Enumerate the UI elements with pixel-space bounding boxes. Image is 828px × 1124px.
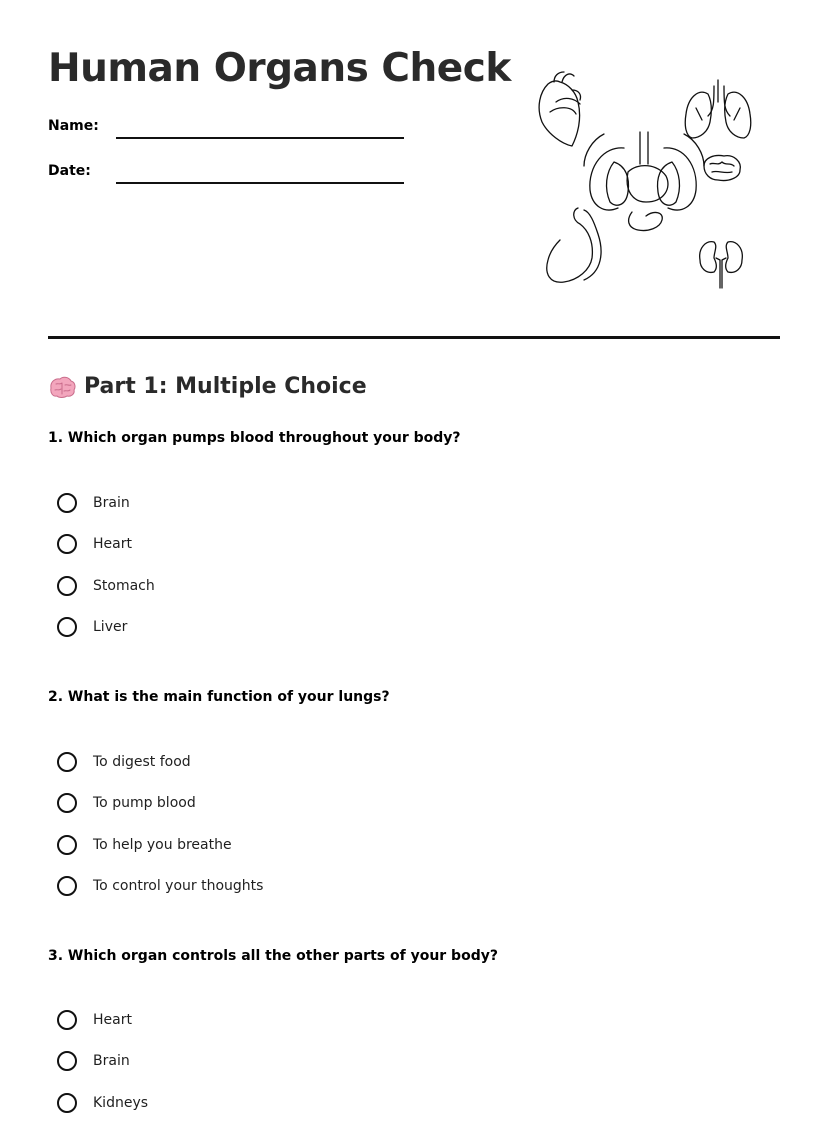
radio-button[interactable]: [57, 1010, 77, 1030]
q2-option-control-thoughts[interactable]: [57, 866, 263, 908]
q2-option-help-breathe[interactable]: [57, 824, 263, 866]
option-label: To control your thoughts: [93, 878, 264, 895]
option-label: Heart: [93, 536, 132, 553]
name-line[interactable]: [116, 137, 404, 139]
q1-option-liver[interactable]: [57, 607, 155, 649]
option-label: Stomach: [93, 577, 155, 594]
option-label: Brain: [93, 494, 130, 511]
question-1-options: [57, 482, 155, 648]
question-2-options: [57, 741, 263, 907]
date-field: [48, 163, 408, 187]
radio-button[interactable]: [57, 1093, 77, 1113]
name-label: Name:: [48, 118, 99, 134]
kidneys-drawing: [700, 242, 743, 288]
question-3: 3. Which organ controls all the other parts of your body?: [48, 948, 498, 964]
option-label: To digest food: [93, 753, 191, 770]
radio-button[interactable]: [57, 752, 77, 772]
q3-option-heart[interactable]: [57, 999, 148, 1041]
radio-button[interactable]: [57, 493, 77, 513]
date-line[interactable]: [116, 182, 404, 184]
question-2: 2. What is the main function of your lungs?: [48, 689, 390, 705]
radio-button[interactable]: [57, 793, 77, 813]
option-label: To pump blood: [93, 795, 196, 812]
question-1: 1. Which organ pumps blood throughout your body?: [48, 430, 461, 446]
heart-drawing: [539, 72, 580, 146]
lungs-drawing: [685, 80, 751, 138]
part1-heading: [48, 374, 367, 399]
organs-illustration: [528, 62, 760, 294]
q2-option-pump-blood[interactable]: [57, 783, 263, 825]
radio-button[interactable]: [57, 876, 77, 896]
q3-option-kidneys[interactable]: [57, 1082, 148, 1124]
q1-option-stomach[interactable]: [57, 565, 155, 607]
brain-drawing: [704, 155, 740, 180]
q1-option-brain[interactable]: [57, 482, 155, 524]
brain-icon: [48, 375, 76, 399]
question-3-options: [57, 999, 148, 1124]
q2-option-digest-food[interactable]: [57, 741, 263, 783]
torso-organs-drawing: [584, 132, 704, 231]
q1-option-heart[interactable]: [57, 524, 155, 566]
option-label: Liver: [93, 619, 128, 636]
date-label: Date:: [48, 163, 91, 179]
q3-option-brain[interactable]: [57, 1041, 148, 1083]
radio-button[interactable]: [57, 576, 77, 596]
part1-heading-text: Part 1: Multiple Choice: [84, 374, 367, 399]
name-field: [48, 118, 408, 142]
radio-button[interactable]: [57, 1051, 77, 1071]
radio-button[interactable]: [57, 617, 77, 637]
stomach-drawing: [547, 208, 601, 282]
radio-button[interactable]: [57, 534, 77, 554]
page-title: Human Organs Check: [48, 46, 511, 91]
option-label: Brain: [93, 1053, 130, 1070]
radio-button[interactable]: [57, 835, 77, 855]
option-label: Kidneys: [93, 1094, 149, 1111]
option-label: To help you breathe: [93, 836, 232, 853]
option-label: Heart: [93, 1011, 132, 1028]
section-divider: [48, 336, 780, 339]
